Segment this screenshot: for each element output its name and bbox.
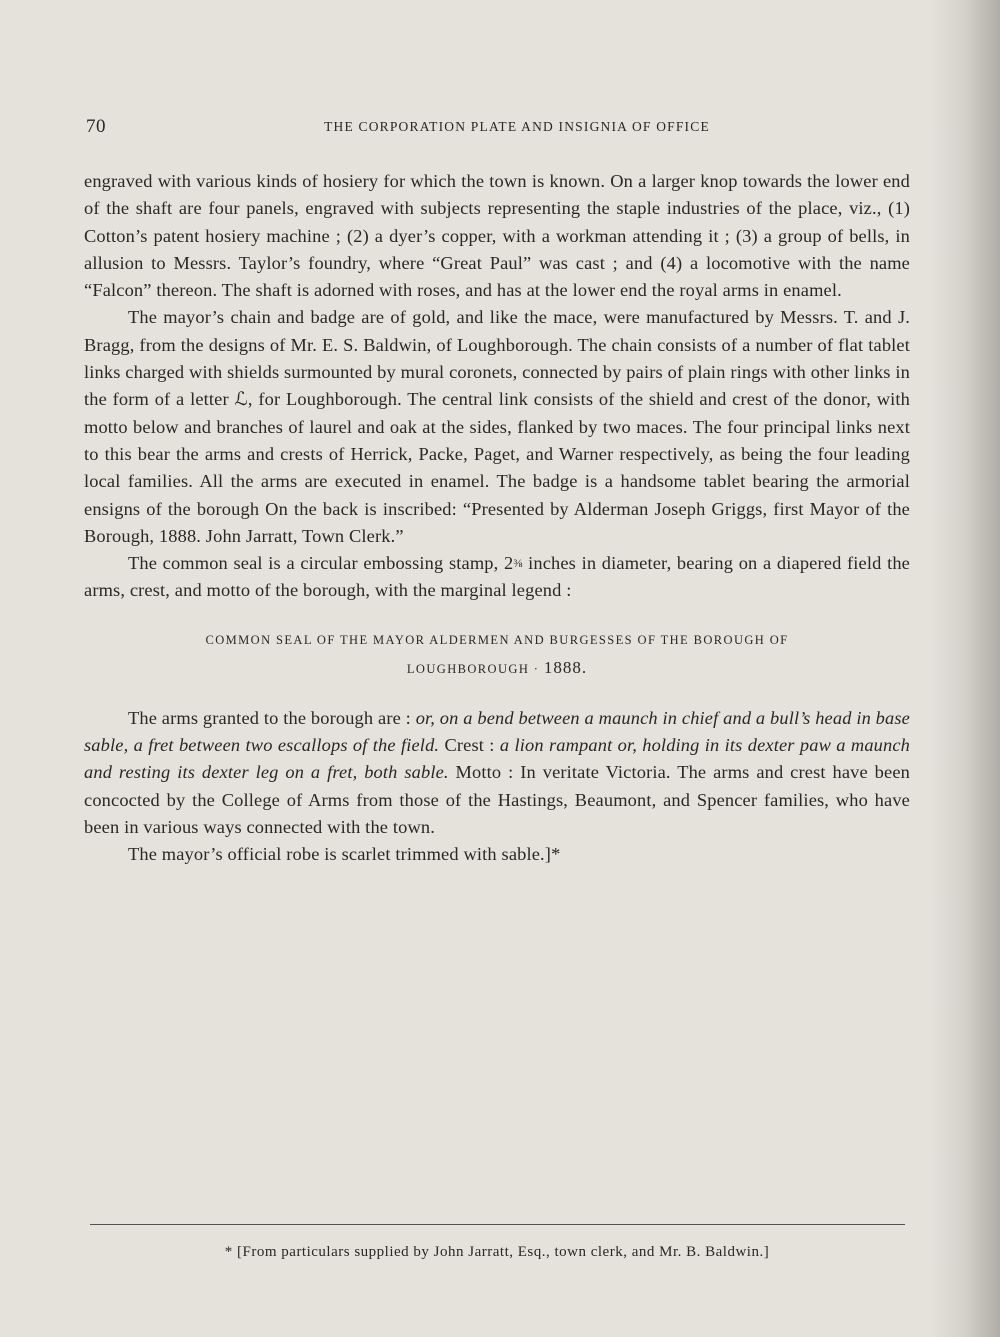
crest-blazon: a lion rampant or, holding in its dexter paw a maunch and resting its dexter leg on a fret, both sable. xyxy=(84,735,911,783)
seal-legend xyxy=(84,627,910,683)
crest-label: Crest : xyxy=(439,735,500,756)
seal-fraction: ⅜ xyxy=(513,556,523,571)
footnote-divider xyxy=(90,1224,905,1225)
page-number: 70 xyxy=(86,116,106,137)
paragraph-chain-badge: The mayor’s chain and badge are of gold, and like the mace, were manufactured by Messrs. T. and J. Bragg, from the designs of Mr. E. S. Baldwin, of Loughborough. The chain consists of a number of flat tablet links charged with shields surmounted by mural coronets, connected by pairs of plain rings with other links in the form of a letter ℒ, for Loughborough. The central link consists of the shield and crest of the donor, with motto below and branches of laurel and oak at the sides, flanked by two maces. The four principal links next to this bear the arms and crests of Herrick, Packe, Paget, and Warner respectively, as being the four leading local families. All the arms are executed in enamel. The badge is a handsome tablet bearing the armorial ensigns of the borough On the back is inscribed: “Presented by Alderman Joseph Griggs, first Mayor of the Borough, 1888. John Jarratt, Town Clerk.” xyxy=(84,307,910,546)
legend-place: LOUGHBOROUGH · xyxy=(406,661,544,676)
seal-text-start: The common seal is a circular embossing stamp, 2 xyxy=(128,553,514,574)
paragraph-arms xyxy=(84,705,910,841)
footnote: * [From particulars supplied by John Jarratt, Esq., town clerk, and Mr. B. Baldwin.] xyxy=(224,1244,770,1260)
paragraph-robe: The mayor’s official robe is scarlet trimmed with sable.]* xyxy=(128,844,561,865)
paragraph-common-seal xyxy=(84,550,910,605)
page-header xyxy=(86,116,908,138)
running-title: THE CORPORATION PLATE AND INSIGNIA OF OFFICE xyxy=(324,119,710,134)
page-edge-shadow xyxy=(930,0,1000,1337)
arms-blazon: or, on a bend between a maunch in chief and a bull’s head in base sable, a fret between two escallops of the field. xyxy=(84,707,910,756)
seal-text-end: inches in diameter, bearing on a diapered field the arms, crest, and motto of the borough, with the marginal legend : xyxy=(84,553,910,601)
motto-text: Motto : In veritate Victoria. The arms and crest have been concocted by the College of Arms from those of the Hastings, Beaumont, and Spencer families, who have been in various ways connected with the town. xyxy=(84,762,910,837)
legend-line-2 xyxy=(84,654,910,683)
paragraph-mace: engraved with various kinds of hosiery for which the town is known. On a larger knop towards the lower end of the shaft are four panels, engraved with subjects representing the staple industries of the place, viz., (1) Cotton’s patent hosiery machine ; (2) a dyer’s copper, with a workman attending it ; (3) a group of bells, in allusion to Messrs. Taylor’s foundry, where “Great Paul” was cast ; and (4) a locomotive with the name “Falcon” thereon. The shaft is adorned with roses, and has at the lower end the royal arms in enamel. xyxy=(84,171,910,301)
arms-intro: The arms granted to the borough are : xyxy=(128,707,416,728)
legend-line-1: COMMON SEAL OF THE MAYOR ALDERMEN AND BURGESSES OF THE BOROUGH OF xyxy=(205,632,789,647)
legend-year: 1888. xyxy=(543,657,588,677)
body-text xyxy=(84,168,910,869)
